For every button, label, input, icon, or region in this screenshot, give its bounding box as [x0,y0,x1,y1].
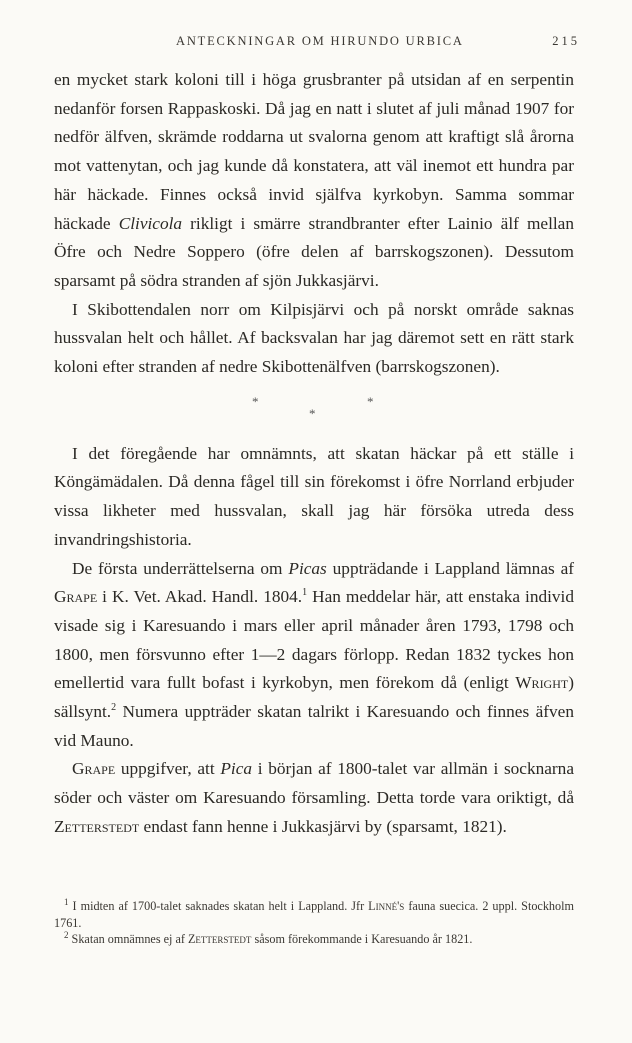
footnote-ref-2[interactable]: 2 [111,702,117,714]
paragraph-5: Grape uppgifver, att Pica i början af 1800-talet var allmän i socknarna söder och väster om Karesuando församling. Detta torde vara oriktigt, då Zetterstedt endast fann henne i Jukkasjärvi by (sparsamt, 1821). [54,759,574,836]
body-text [54,66,574,842]
footnote-1: $^1$ I midten af 1700-talet saknades skatan helt i Lappland. Jfr Linné's fauna suecica. 2 uppl. Stockholm 1761. [54,896,574,930]
footnote-2: $^2$ Skatan omnämnes ej af Zetterstedt såsom förekommande i Karesuando år 1821. [64,929,473,946]
page-number: 215 [552,34,580,48]
author-name: Wright [515,673,569,693]
author-name: Zetterstedt [54,816,140,836]
separator-star: * [252,393,259,409]
running-header [52,34,580,56]
footnote-ref-1[interactable]: 1 [302,587,308,599]
paragraph-2: I Skibottendalen norr om Kilpisjärvi och på norskt område saknas hussvalan helt och hållet. Af backsvalan har jag däremot sett en rätt stark koloni efter stranden af nedre Skibottenälfven (barrskogszonen). [54,299,574,377]
paragraph-1: en mycket stark koloni till i höga grusbranter på utsidan af en serpentin nedanför forsen Rappaskoski. Då jag en natt i slutet af juli månad 1907 for nedför älfven, skrämde roddarna ut svalorna genom att kraftigt slå årorna mot vattenytan, och jag kunde då konstatera, att väl inemot ett hundra par här häckade. Finnes också invid själfva kyrkobyn. Samma sommar häckade Clivicola rikligt i smärre strandbranter efter Lainio älf mellan Öfre och Nedre Soppero (öfre delen af barrskogszonen). Dessutom sparsamt på södra stranden af sjön Jukkasjärvi. [54,70,574,290]
footnotes [54,898,574,948]
author-name: Grape [54,587,98,607]
author-name: Grape [72,759,116,779]
paragraph-4: De första underrättelserna om Picas uppträdande i Lappland lämnas af Grape i K. Vet. Akad. Handl. 1804.$^1$ Han meddelar här, att enstaka individ visade sig i Karesuando i mars eller april månader åren 1793, 1798 och 1800, men försvunno efter 1—2 dagars förlopp. Redan 1832 tyckes hon emellertid vara fullt bofast i kyrkobyn, men förekom då (enligt Wright) sällsynt.$^2$ Numera uppträder skatan talrikt i Karesuando och finnes äfven vid Mauno. [54,558,575,750]
italic-term: Clivicola [118,213,183,233]
separator-star: * [367,393,374,409]
section-separator [54,382,574,426]
paragraph-3: I det föregående har omnämnts, att skatan häckar på ett ställe i Köngämädalen. Då denna fågel till sin förekomst i öfre Norrland erbjuder vissa likheter med hussvalan, skall jag här försöka utreda dess invandringshistoria. [54,443,574,549]
running-title: ANTECKNINGAR OM HIRUNDO URBICA [176,34,464,48]
separator-star: * [309,405,316,421]
